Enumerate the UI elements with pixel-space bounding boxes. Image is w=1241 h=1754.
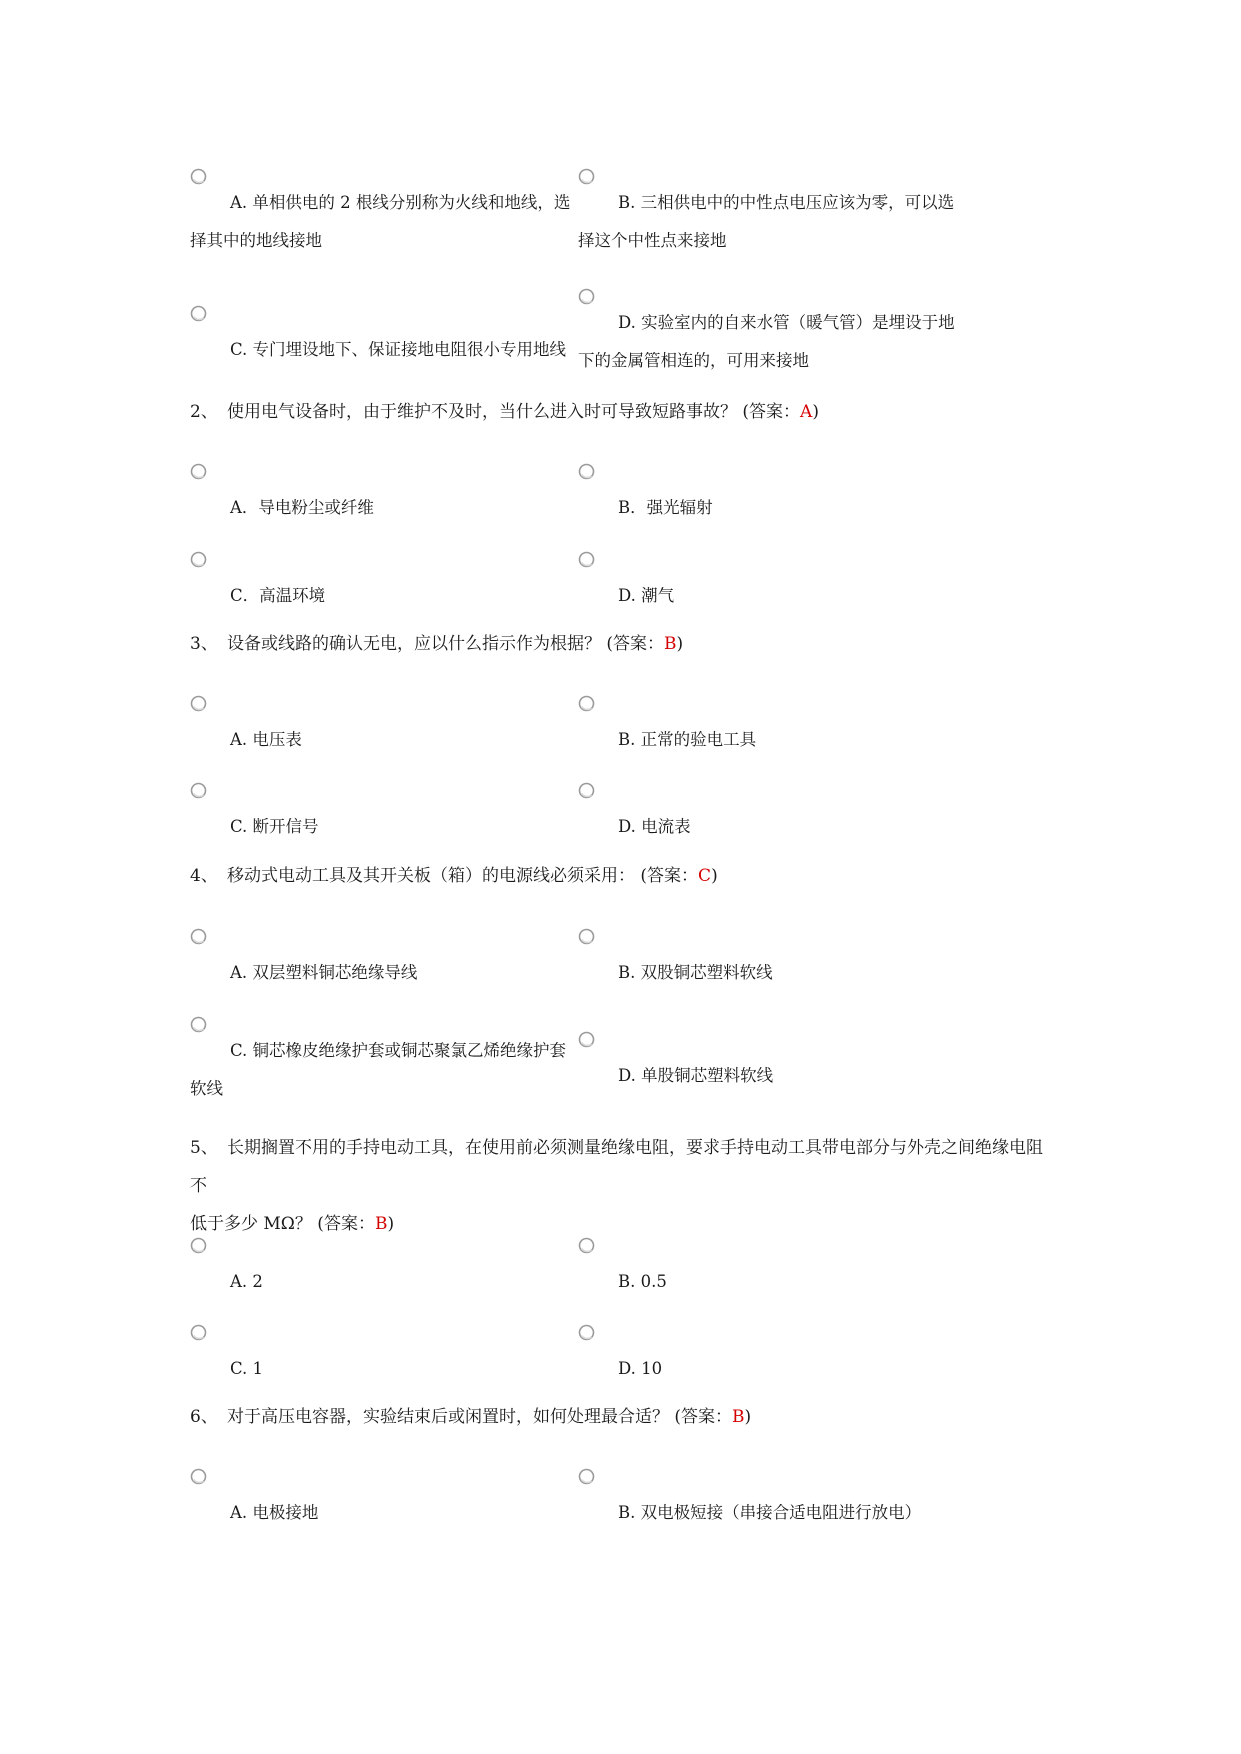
radio-button-icon[interactable] (190, 551, 207, 568)
question-number: 2、 (190, 402, 218, 422)
radio-button-icon[interactable] (190, 1237, 207, 1254)
option-label: B. 正常的验电工具 (618, 730, 757, 749)
radio-button-icon[interactable] (578, 695, 595, 712)
answer-close: ) (812, 402, 819, 422)
radio-button-icon[interactable] (190, 463, 207, 480)
q2-option-a[interactable] (190, 463, 580, 527)
radio-button-icon[interactable] (578, 1031, 595, 1048)
answer-letter: A (800, 402, 813, 422)
answer-letter: B (664, 634, 677, 654)
option-label: D. 电流表 (618, 817, 691, 836)
option-label: A. 电极接地 (230, 1503, 319, 1522)
q5-option-c[interactable] (190, 1324, 580, 1388)
question-4 (190, 857, 1050, 895)
radio-button-icon[interactable] (190, 1324, 207, 1341)
option-label: B. 0.5 (618, 1272, 667, 1291)
option-label-continued: 择其中的地线接地 (190, 231, 322, 250)
q6-option-a[interactable] (190, 1468, 580, 1532)
radio-button-icon[interactable] (190, 1016, 207, 1033)
answer-letter: B (374, 1214, 388, 1234)
radio-button-icon[interactable] (190, 695, 207, 712)
option-label: D. 潮气 (618, 586, 675, 605)
answer-close: ) (744, 1407, 752, 1427)
radio-button-icon[interactable] (190, 928, 207, 945)
q4-option-b[interactable] (578, 928, 968, 992)
radio-button-icon[interactable] (578, 551, 595, 568)
radio-button-icon[interactable] (190, 168, 207, 185)
q1-option-d[interactable] (578, 288, 968, 380)
option-label: C．高温环境 (230, 586, 326, 605)
q1-option-c[interactable] (190, 305, 580, 369)
radio-button-icon[interactable] (578, 1324, 595, 1341)
option-label: D. 10 (618, 1359, 663, 1378)
question-6 (190, 1398, 1050, 1436)
radio-button-icon[interactable] (578, 168, 595, 185)
question-text: 长期搁置不用的手持电动工具，在使用前必须测量绝缘电阻，要求手持电动工具带电部分与外壳之间绝缘电阻不 (190, 1138, 1043, 1196)
q5-option-b[interactable] (578, 1237, 968, 1301)
option-label: C. 专门埋设地下、保证接地电阻很小专用地线 (230, 340, 567, 359)
question-number: 3、 (190, 634, 218, 654)
option-label: A．导电粉尘或纤维 (230, 498, 374, 517)
q2-option-c[interactable] (190, 551, 580, 615)
option-label: B. 三相供电中的中性点电压应该为零，可以选 (618, 193, 955, 212)
option-label: B. 双电极短接（串接合适电阻进行放电） (618, 1503, 922, 1522)
answer-close: ) (711, 866, 718, 886)
radio-button-icon[interactable] (190, 782, 207, 799)
option-label-continued: 择这个中性点来接地 (578, 231, 727, 250)
q3-option-d[interactable] (578, 782, 968, 846)
option-label: A. 双层塑料铜芯绝缘导线 (230, 963, 418, 982)
q4-option-d[interactable] (578, 1031, 968, 1095)
radio-button-icon[interactable] (190, 305, 207, 322)
question-text: 使用电气设备时，由于维护不及时，当什么进入时可导致短路事故？ (答案： (227, 402, 801, 422)
question-number: 5、 (190, 1138, 218, 1158)
answer-close: ) (387, 1214, 395, 1234)
option-label-continued: 下的金属管相连的，可用来接地 (578, 351, 809, 370)
q2-option-d[interactable] (578, 551, 968, 615)
question-text: 对于高压电容器，实验结束后或闲置时，如何处理最合适？ (答案： (227, 1407, 733, 1427)
radio-button-icon[interactable] (578, 288, 595, 305)
option-label: A. 2 (230, 1272, 263, 1291)
radio-button-icon[interactable] (578, 928, 595, 945)
option-label: B. 双股铜芯塑料软线 (618, 963, 773, 982)
radio-button-icon[interactable] (578, 1237, 595, 1254)
q5-option-a[interactable] (190, 1237, 580, 1301)
option-label: A. 电压表 (230, 730, 302, 749)
question-number: 4、 (190, 866, 218, 886)
q3-option-a[interactable] (190, 695, 580, 759)
option-label: A. 单相供电的 2 根线分别称为火线和地线，选 (230, 193, 571, 212)
question-2 (190, 393, 1050, 431)
q3-option-b[interactable] (578, 695, 968, 759)
radio-button-icon[interactable] (578, 463, 595, 480)
question-text: 设备或线路的确认无电，应以什么指示作为根据？ (答案： (227, 634, 665, 654)
q2-option-b[interactable] (578, 463, 968, 527)
q1-option-b[interactable] (578, 168, 968, 260)
answer-letter: C (698, 866, 712, 886)
option-label: C. 1 (230, 1359, 264, 1378)
option-label: C. 断开信号 (230, 817, 319, 836)
q6-option-b[interactable] (578, 1468, 968, 1532)
question-5 (190, 1129, 1050, 1243)
q4-option-a[interactable] (190, 928, 580, 992)
option-label: D. 单股铜芯塑料软线 (618, 1066, 774, 1085)
option-label: B．强光辐射 (618, 498, 713, 517)
q5-option-d[interactable] (578, 1324, 968, 1388)
answer-close: ) (676, 634, 684, 654)
question-text: 移动式电动工具及其开关板（箱）的电源线必须采用： (答案： (227, 866, 699, 886)
radio-button-icon[interactable] (578, 782, 595, 799)
question-3 (190, 625, 1050, 663)
q1-option-a[interactable] (190, 168, 580, 260)
option-label: C. 铜芯橡皮绝缘护套或铜芯聚氯乙烯绝缘护套 (230, 1041, 567, 1060)
radio-button-icon[interactable] (578, 1468, 595, 1485)
question-text-continued: 低于多少 MΩ？ (答案： (190, 1214, 375, 1234)
radio-button-icon[interactable] (190, 1468, 207, 1485)
q3-option-c[interactable] (190, 782, 580, 846)
question-number: 6、 (190, 1407, 218, 1427)
option-label-continued: 软线 (190, 1079, 223, 1098)
q4-option-c[interactable] (190, 1016, 580, 1108)
answer-letter: B (732, 1407, 745, 1427)
option-label: D. 实验室内的自来水管（暖气管）是埋设于地 (618, 313, 955, 332)
